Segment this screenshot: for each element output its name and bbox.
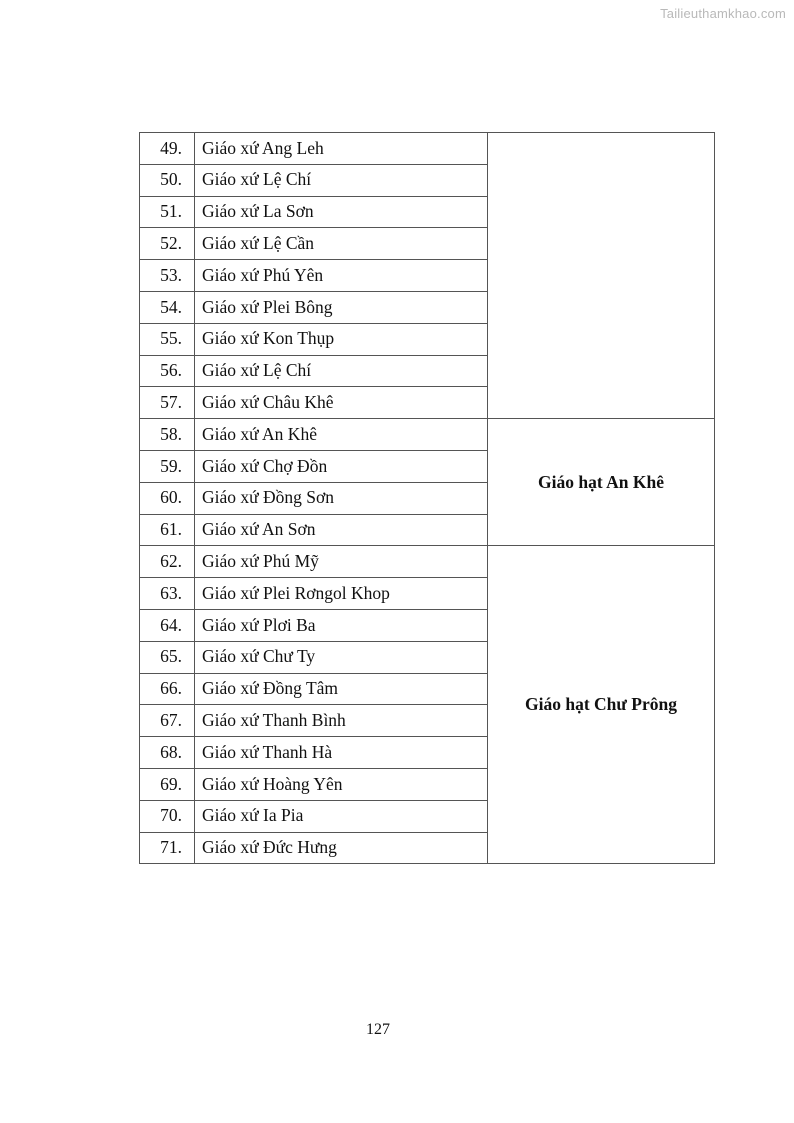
row-number: 64. [140, 609, 195, 641]
parish-name: Giáo xứ Lệ Chí [195, 355, 488, 387]
parish-name: Giáo xứ Lệ Chí [195, 164, 488, 196]
row-number: 59. [140, 450, 195, 482]
row-number: 60. [140, 482, 195, 514]
parish-name: Giáo xứ Châu Khê [195, 387, 488, 419]
row-number: 61. [140, 514, 195, 546]
row-number: 52. [140, 228, 195, 260]
row-number: 56. [140, 355, 195, 387]
parish-table [139, 132, 715, 864]
row-number: 70. [140, 800, 195, 832]
row-number: 69. [140, 768, 195, 800]
deanery-chu-prong: Giáo hạt Chư Prông [488, 546, 715, 864]
row-number: 63. [140, 578, 195, 610]
row-number: 65. [140, 641, 195, 673]
row-number: 71. [140, 832, 195, 864]
parish-name: Giáo xứ La Sơn [195, 196, 488, 228]
parish-name: Giáo xứ Thanh Hà [195, 737, 488, 769]
parish-name: Giáo xứ Đức Hưng [195, 832, 488, 864]
parish-name: Giáo xứ Phú Mỹ [195, 546, 488, 578]
deanery-cell [488, 133, 715, 419]
parish-name: Giáo xứ Lệ Cần [195, 228, 488, 260]
row-number: 50. [140, 164, 195, 196]
deanery-an-khe: Giáo hạt An Khê [488, 419, 715, 546]
parish-name: Giáo xứ An Khê [195, 419, 488, 451]
parish-name: Giáo xứ Đồng Sơn [195, 482, 488, 514]
row-number: 67. [140, 705, 195, 737]
parish-name: Giáo xứ Plei Rơngol Khop [195, 578, 488, 610]
row-number: 68. [140, 737, 195, 769]
table-row [140, 133, 715, 165]
parish-name: Giáo xứ Ang Leh [195, 133, 488, 165]
parish-name: Giáo xứ Đồng Tâm [195, 673, 488, 705]
row-number: 66. [140, 673, 195, 705]
row-number: 58. [140, 419, 195, 451]
row-number: 62. [140, 546, 195, 578]
parish-name: Giáo xứ Ia Pia [195, 800, 488, 832]
parish-name: Giáo xứ Hoàng Yên [195, 768, 488, 800]
parish-name: Giáo xứ Chư Ty [195, 641, 488, 673]
row-number: 49. [140, 133, 195, 165]
parish-name: Giáo xứ Kon Thụp [195, 323, 488, 355]
parish-name: Giáo xứ Plơi Ba [195, 609, 488, 641]
parish-name: Giáo xứ Thanh Bình [195, 705, 488, 737]
watermark-text: Tailieuthamkhao.com [660, 6, 786, 21]
table-row [140, 419, 715, 451]
row-number: 51. [140, 196, 195, 228]
parish-name: Giáo xứ Plei Bông [195, 291, 488, 323]
row-number: 53. [140, 260, 195, 292]
table-row [140, 546, 715, 578]
page-number: 127 [366, 1021, 390, 1038]
row-number: 54. [140, 291, 195, 323]
parish-name: Giáo xứ An Sơn [195, 514, 488, 546]
parish-name: Giáo xứ Phú Yên [195, 260, 488, 292]
row-number: 55. [140, 323, 195, 355]
row-number: 57. [140, 387, 195, 419]
parish-name: Giáo xứ Chợ Đồn [195, 450, 488, 482]
